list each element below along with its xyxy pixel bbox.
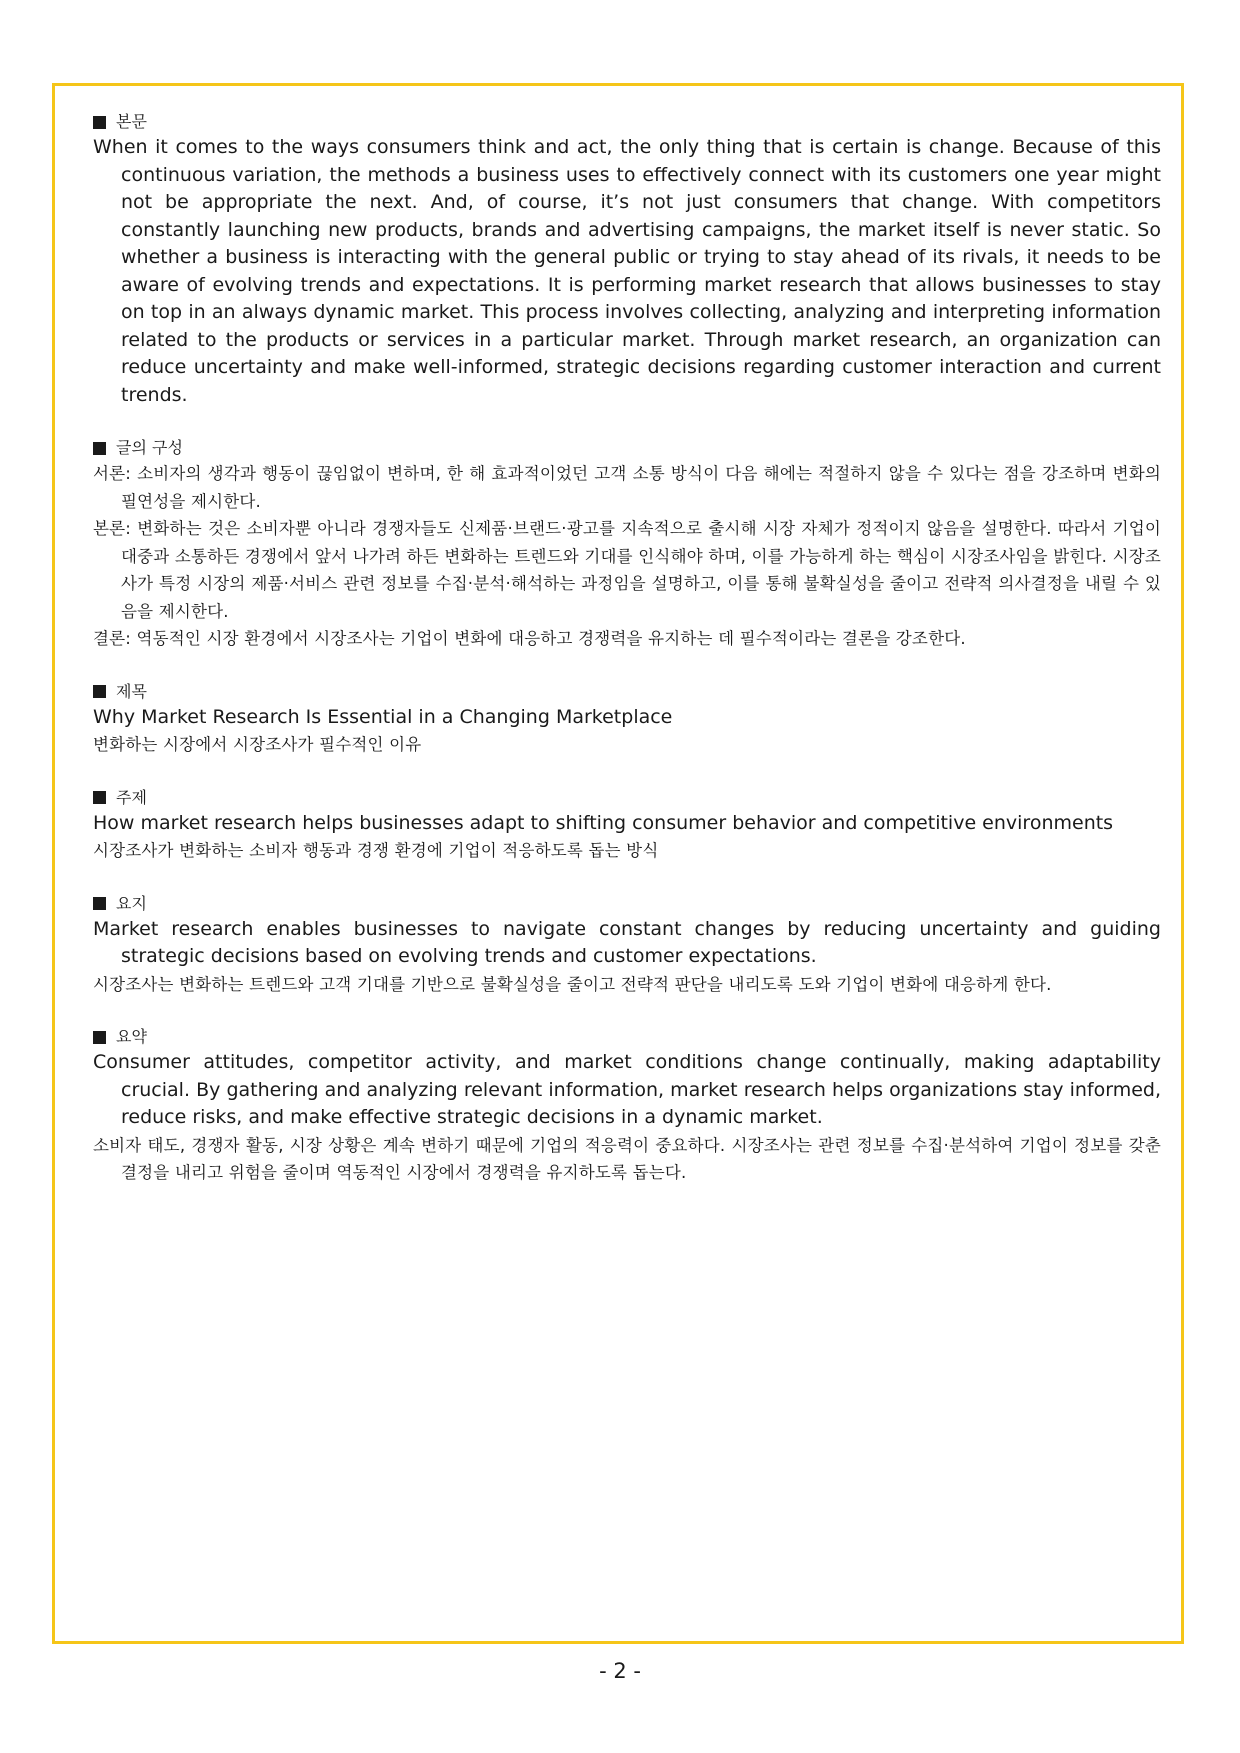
section-gist (93, 892, 1161, 999)
section-structure (93, 436, 1161, 653)
body-paragraph: When it comes to the ways consumers think and act, the only thing that is certain is change. Because of this continuous variation, the methods a business uses to effectively connect with its customers one year might not be appropriate the next. And, of course, it’s not just consumers that change. With competitors constantly launching new products, brands and advertising campaigns, the market itself is never static. So whether a business is interacting with the general public or trying to stay ahead of its rivals, it needs to be aware of evolving trends and expectations. It is performing market research that allows businesses to stay on top in an always dynamic market. This process involves collecting, analyzing and interpreting information related to the products or services in a particular market. Through market research, an organization can reduce uncertainty and make well-informed, strategic decisions regarding customer interaction and current trends. (93, 136, 1161, 406)
heading-label: 제목 (116, 681, 147, 701)
square-bullet-icon (93, 897, 106, 910)
structure-main: 본론: 변화하는 것은 소비자뿐 아니라 경쟁자들도 신제품·브랜드·광고를 지속적으로 출시해 시장 자체가 정적이지 않음을 설명한다. 따라서 기업이 대중과 소통하든 경쟁에서 앞서 나가려 하든 변화하는 트렌드와 기대를 인식해야 하며, 이를 가능하게 하는 핵심이 시장조사임을 밝힌다. 시장조사가 특정 시장의 제품·서비스 관련 정보를 수집·분석·해석하는 과정임을 설명하고, 이를 통해 불확실성을 줄이고 전략적 의사결정을 내릴 수 있음을 제시한다. (93, 519, 1161, 621)
summary-english: Consumer attitudes, competitor activity, and market conditions change continually, making adaptability crucial. By gathering and analyzing relevant information, market research helps organizations stay informed, reduce risks, and make effective strategic decisions in a dynamic market. (93, 1051, 1161, 1128)
heading-label: 글의 구성 (116, 438, 183, 457)
section-heading (93, 680, 1161, 704)
section-theme (93, 786, 1161, 865)
section-heading (93, 1025, 1161, 1049)
theme-english: How market research helps businesses adapt to shifting consumer behavior and competitive environments (93, 811, 1114, 834)
section-body (93, 110, 1161, 409)
structure-conclusion: 결론: 역동적인 시장 환경에서 시장조사는 기업이 변화에 대응하고 경쟁력을 유지하는 데 필수적이라는 결론을 강조한다. (93, 629, 966, 648)
heading-label: 본문 (116, 112, 147, 131)
section-heading (93, 110, 1161, 134)
section-heading (93, 436, 1161, 460)
gist-english: Market research enables businesses to navigate constant changes by reducing uncertainty and guiding strategic decisions based on evolving trends and customer expectations. (93, 917, 1161, 967)
square-bullet-icon (93, 442, 106, 455)
section-heading (93, 786, 1161, 810)
heading-label: 요약 (116, 1027, 147, 1046)
square-bullet-icon (93, 1031, 106, 1044)
square-bullet-icon (93, 116, 106, 129)
structure-intro: 서론: 소비자의 생각과 행동이 끊임없이 변하며, 한 해 효과적이었던 고객 소통 방식이 다음 해에는 적절하지 않을 수 있다는 점을 강조하며 변화의 필연성을 제시한다. (93, 464, 1161, 511)
square-bullet-icon (93, 791, 106, 804)
summary-korean: 소비자 태도, 경쟁자 활동, 시장 상황은 계속 변하기 때문에 기업의 적응력이 중요하다. 시장조사는 관련 정보를 수집·분석하여 기업이 정보를 갖춘 결정을 내리고 위험을 줄이며 역동적인 시장에서 경쟁력을 유지하도록 돕는다. (93, 1135, 1161, 1182)
theme-korean: 시장조사가 변화하는 소비자 행동과 경쟁 환경에 기업이 적응하도록 돕는 방식 (93, 841, 659, 860)
title-english: Why Market Research Is Essential in a Changing Marketplace (93, 705, 673, 728)
section-heading (93, 892, 1161, 916)
heading-label: 주제 (116, 787, 147, 807)
section-summary (93, 1025, 1161, 1187)
page-number: - 2 - (599, 1659, 641, 1683)
document-content (93, 110, 1161, 1214)
section-title (93, 680, 1161, 759)
square-bullet-icon (93, 685, 106, 698)
title-korean: 변화하는 시장에서 시장조사가 필수적인 이유 (93, 735, 422, 754)
gist-korean: 시장조사는 변화하는 트렌드와 고객 기대를 기반으로 불확실성을 줄이고 전략적 판단을 내리도록 도와 기업이 변화에 대응하게 한다. (93, 974, 1052, 994)
heading-label: 요지 (116, 893, 147, 913)
